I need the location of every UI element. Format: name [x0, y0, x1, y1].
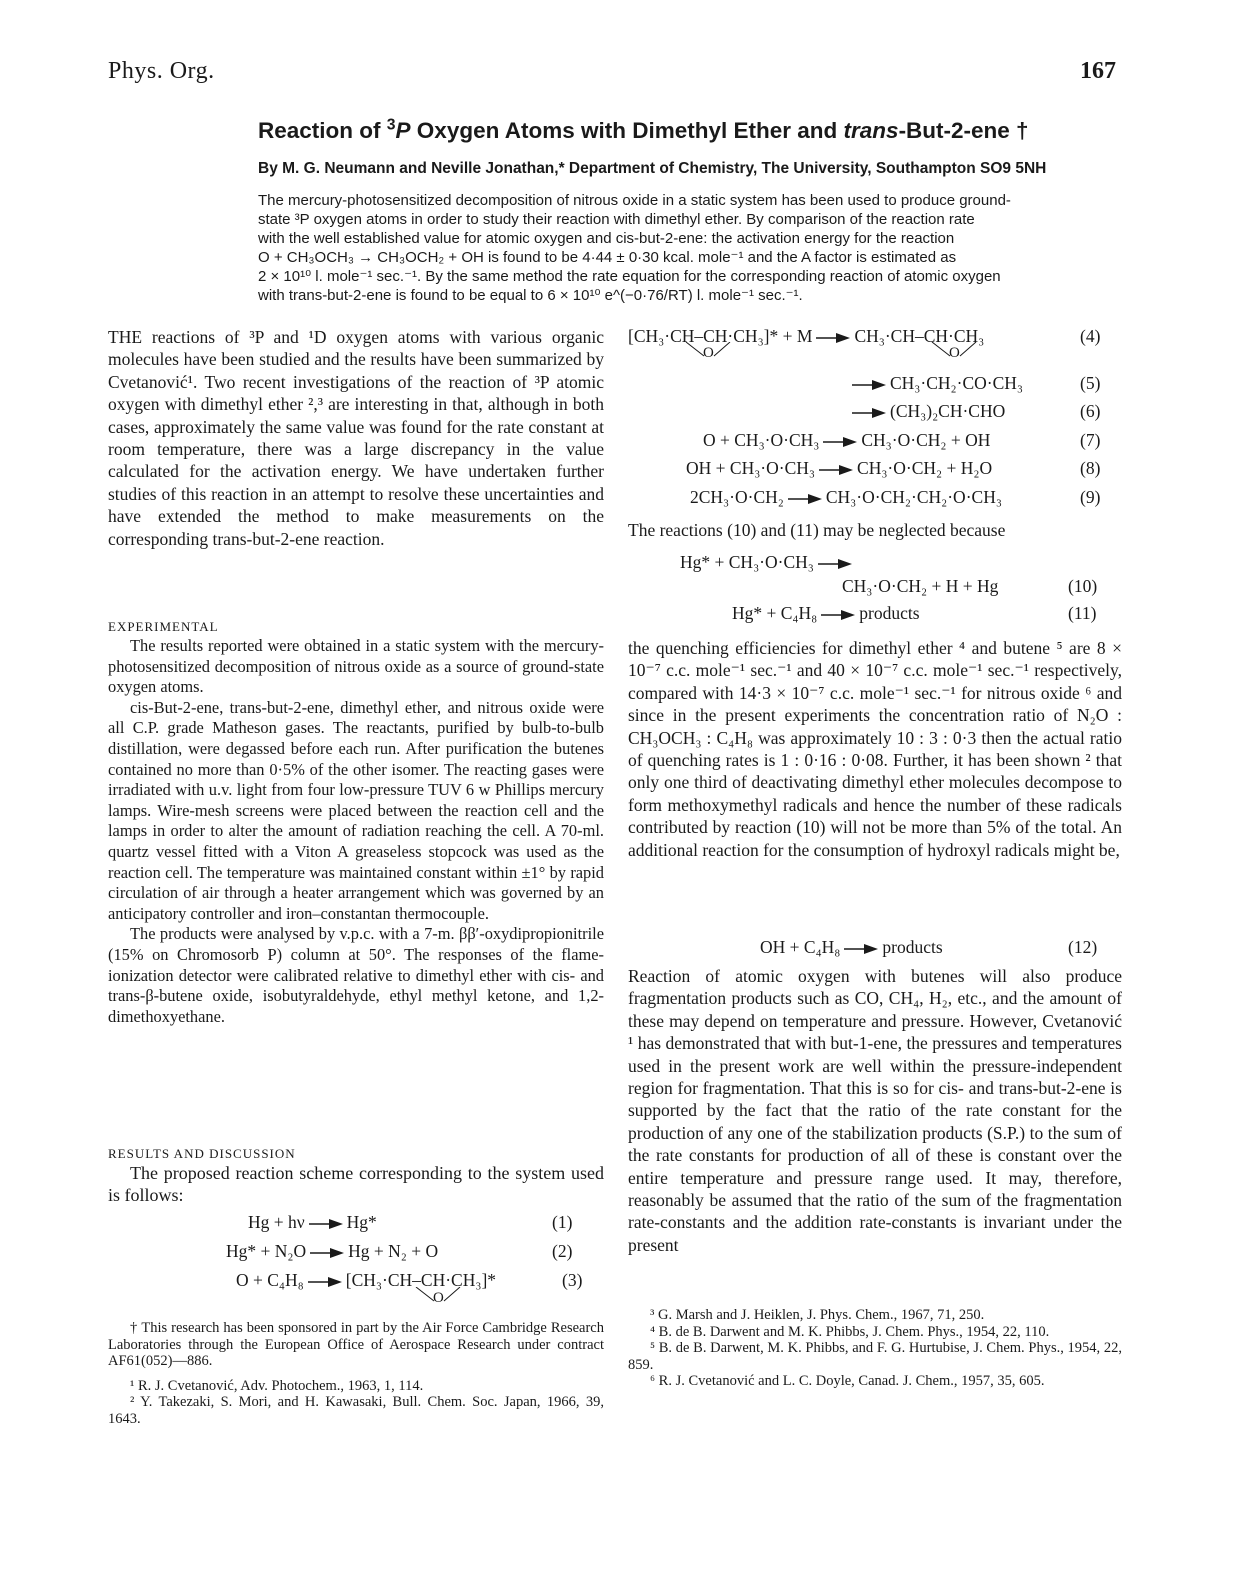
footnote-3: ³ G. Marsh and J. Heiklen, J. Phys. Chem., 1967, 71, 250.	[650, 1307, 985, 1323]
abstract-line: with the well established value for atomic oxygen and cis-but-2-ene: the activation energy for the reaction	[258, 230, 955, 247]
equation-number: (9)	[1080, 487, 1101, 507]
equation-number: (6)	[1080, 401, 1101, 421]
reaction-arrow-icon	[310, 1248, 344, 1258]
footnote-2: ² Y. Takezaki, S. Mori, and H. Kawasaki, Bull. Chem. Soc. Japan, 1966, 39, 1643.	[108, 1394, 604, 1427]
journal-section: Phys. Org.	[108, 58, 215, 84]
equation-10-rhs: CH₃·O·CH₂ + H + Hg	[842, 576, 999, 596]
equation-number: (8)	[1080, 458, 1101, 478]
results-intro	[108, 1162, 604, 1207]
byline: By M. G. Neumann and Neville Jonathan,* Department of Chemistry, The University, Southampton SO9 5NH	[258, 160, 1047, 177]
equation-1: Hg + hν Hg*	[248, 1212, 377, 1232]
abstract-line: O + CH₃OCH₃ → CH₃OCH₂ + OH is found to be 4·44 ± 0·30 kcal. mole⁻¹ and the A factor is estimated as	[258, 249, 957, 266]
experimental-section	[108, 636, 604, 1027]
left-column	[108, 326, 604, 550]
reaction-arrow-icon	[819, 465, 853, 475]
equation-11: Hg* + C₄H₈ products	[732, 603, 920, 623]
reaction-arrow-icon	[818, 559, 852, 569]
equation-number: (2)	[552, 1241, 573, 1261]
abstract-line: The mercury-photosensitized decomposition of nitrous oxide in a static system has been used to produce ground-	[258, 192, 1011, 209]
equation-number: (7)	[1080, 430, 1101, 450]
quenching-paragraph	[628, 637, 1122, 861]
epoxide-oxygen-label: O	[433, 1290, 444, 1306]
reaction-arrow-icon	[821, 610, 855, 620]
equation-number: (1)	[552, 1212, 573, 1232]
experimental-paragraph: The products were analysed by v.p.c. with a 7-m. ββ′-oxydipropionitrile (15% on Chromosorb P) column at 50°. The responses of the flame-ionization detector were calibrated relative to dimethyl ether with cis- and trans-β-butene oxide, isobutyraldehyde, ethyl methyl ketone, and 1,2-dimethoxyethane.	[108, 924, 604, 1026]
fragmentation-paragraph	[628, 965, 1122, 1256]
paragraph: Reaction of atomic oxygen with butenes will also produce fragmentation products such as CO, CH₄, H₂, etc., and the amount of these may depend on temperature and pressure. However, Cvetanović ¹ has demonstrated that with but-1-ene, the pressures and temperatures used in the present work are well within the pressure-independent region for fragmentation. That this is so for cis- and trans-but-2-ene is supported by the fact that the ratio of the rate constant for the production of any one of the stabilization products (S.P.) to the sum of the rate constants for production of all of these is constant over the entire temperature and pressure range used. It may, therefore, reasonably be assumed that the ratio of the sum of the fragmentation rate-constants and the addition rate-constants is invariant under the present	[628, 966, 1122, 1255]
equation-3: O + C₄H₈ [CH₃·CH–CH·CH₃]*	[236, 1270, 497, 1290]
equation-6: (CH₃)₂CH·CHO	[848, 401, 1005, 422]
equation-4: [CH₃·CH–CH·CH₃]* + M CH₃·CH–CH·CH₃	[628, 326, 985, 346]
experimental-paragraph: cis-But-2-ene, trans-but-2-ene, dimethyl ether, and nitrous oxide were all C.P. grade Matheson gases. The reactants, purified by bulb-to-bulb distillation, were degassed before each run. After purification the butenes contained no more than 0·5% of the other isomer. The reacting gases were irradiated with u.v. light from four low-pressure TUV 6 w Phillips mercury lamps. Wire-mesh screens were placed between the reaction cell and the lamps in order to alter the amount of radiation reaching the cell. A 70-ml. quartz vessel fitted with a Viton A greaseless stopcock was used as the reaction cell. The temperature was maintained constant within ±1° by rapid circulation of air through a heater arrangement which was governed by an anticipatory controller and iron–constantan thermocouple.	[108, 697, 604, 923]
reaction-arrow-icon	[816, 333, 850, 343]
equation-7: O + CH₃·O·CH₃ CH₃·O·CH₂ + OH	[703, 430, 991, 450]
abstract-line: state ³P oxygen atoms in order to study their reaction with dimethyl ether. By comparison of the reaction rate	[258, 211, 975, 228]
results-paragraph: The proposed reaction scheme corresponding to the system used is follows:	[108, 1163, 604, 1206]
footnotes-right	[628, 1307, 1122, 1390]
reaction-arrow-icon	[308, 1277, 342, 1287]
equation-number: (5)	[1080, 373, 1101, 393]
reaction-arrow-icon	[309, 1219, 343, 1229]
equation-8: OH + CH₃·O·CH₃ CH₃·O·CH₂ + H₂O	[686, 458, 993, 478]
epoxide-oxygen-label: O	[703, 345, 714, 361]
equation-number: (11)	[1068, 603, 1097, 623]
paragraph: the quenching efficiencies for dimethyl ether ⁴ and butene ⁵ are 8 × 10⁻⁷ c.c. mole⁻¹ sec.⁻¹ and 40 × 10⁻⁷ c.c. mole⁻¹ sec.⁻¹ respectively, compared with 14·3 × 10⁻⁷ c.c. mole⁻¹ sec.⁻¹ for nitrous oxide ⁶ and since in the present experiments the concentration ratio of N₂O : CH₃OCH₃ : C₄H₈ was approximately 10 : 3 : 0·3 then the actual ratio of quenching rates is 1 : 0·16 : 0·08. Further, it has been shown ² that only one third of deactivating dimethyl ether molecules decompose to form methoxymethyl radicals and hence the number of these radicals contributed by reaction (10) will not be more than 5% of the total. An additional reaction for the consumption of hydroxyl radicals might be,	[628, 638, 1122, 860]
epoxide-oxygen-label: O	[949, 345, 960, 361]
article-title: Reaction of $^3$P Oxygen Atoms with Dimethyl Ether and trans-But-2-ene †	[258, 116, 1029, 143]
reaction-arrow-icon	[852, 380, 886, 390]
intro-paragraph: THE reactions of ³P and ¹D oxygen atoms with various organic molecules have been studied and the results have been summarized by Cvetanović¹. Two recent investigations of the reaction of ³P atomic oxygen with dimethyl ether ²,³ are interesting in that, although in both cases, approximately the same value was found for the rate constant at room temperature, there was a large discrepancy in the value calculated for the activation energy. We have undertaken further studies of this reaction in an attempt to resolve these uncertainties and have extended the method to make measurements on the corresponding trans-but-2-ene reaction.	[108, 327, 604, 549]
equation-number: (3)	[562, 1270, 583, 1290]
results-heading: RESULTS AND DISCUSSION	[108, 1146, 296, 1161]
footnote-1: ¹ R. J. Cvetanović, Adv. Photochem., 1963, 1, 114.	[130, 1377, 424, 1394]
reaction-arrow-icon	[823, 437, 857, 447]
equation-number: (10)	[1068, 576, 1098, 596]
neglect-sentence	[628, 519, 1122, 541]
equation-number: (4)	[1080, 326, 1101, 346]
equation-number: (12)	[1068, 937, 1098, 957]
footnote-dagger: † This research has been sponsored in part by the Air Force Cambridge Research Laboratories through the European Office of Aerospace Research under contract AF61(052)—886.	[108, 1320, 604, 1369]
equation-5: CH₃·CH₂·CO·CH₃	[848, 373, 1023, 394]
abstract-line: 2 × 10¹⁰ l. mole⁻¹ sec.⁻¹. By the same method the rate equation for the corresponding reaction of atomic oxygen	[258, 268, 1001, 285]
footnotes-left	[108, 1320, 604, 1427]
paragraph: The reactions (10) and (11) may be neglected because	[628, 520, 1006, 540]
equation-2: Hg* + N₂O Hg + N₂ + O	[226, 1241, 439, 1261]
experimental-heading: EXPERIMENTAL	[108, 619, 219, 634]
footnote-4: ⁴ B. de B. Darwent and M. K. Phibbs, J. Chem. Phys., 1954, 22, 110.	[650, 1323, 1050, 1340]
abstract-line: with trans-but-2-ene is found to be equal to 6 × 10¹⁰ e^(−0·76/RT) l. mole⁻¹ sec.⁻¹.	[258, 287, 803, 304]
page-number: 167	[1080, 58, 1116, 84]
abstract	[258, 191, 1126, 305]
reaction-arrow-icon	[788, 494, 822, 504]
reaction-arrow-icon	[844, 944, 878, 954]
equation-10-lhs: Hg* + CH₃·O·CH₃	[680, 552, 856, 573]
equation-12: OH + C₄H₈ products	[760, 937, 943, 957]
experimental-paragraph: The results reported were obtained in a static system with the mercury-photosensitized decomposition of nitrous oxide as a source of ground-state oxygen atoms.	[108, 636, 604, 697]
reaction-arrow-icon	[852, 408, 886, 418]
equation-9: 2CH₃·O·CH₂ CH₃·O·CH₂·CH₂·O·CH₃	[690, 487, 1002, 507]
footnote-5: ⁵ B. de B. Darwent, M. K. Phibbs, and F. G. Hurtubise, J. Chem. Phys., 1954, 22, 859.	[628, 1340, 1122, 1373]
footnote-6: ⁶ R. J. Cvetanović and L. C. Doyle, Canad. J. Chem., 1957, 35, 605.	[650, 1373, 1045, 1389]
